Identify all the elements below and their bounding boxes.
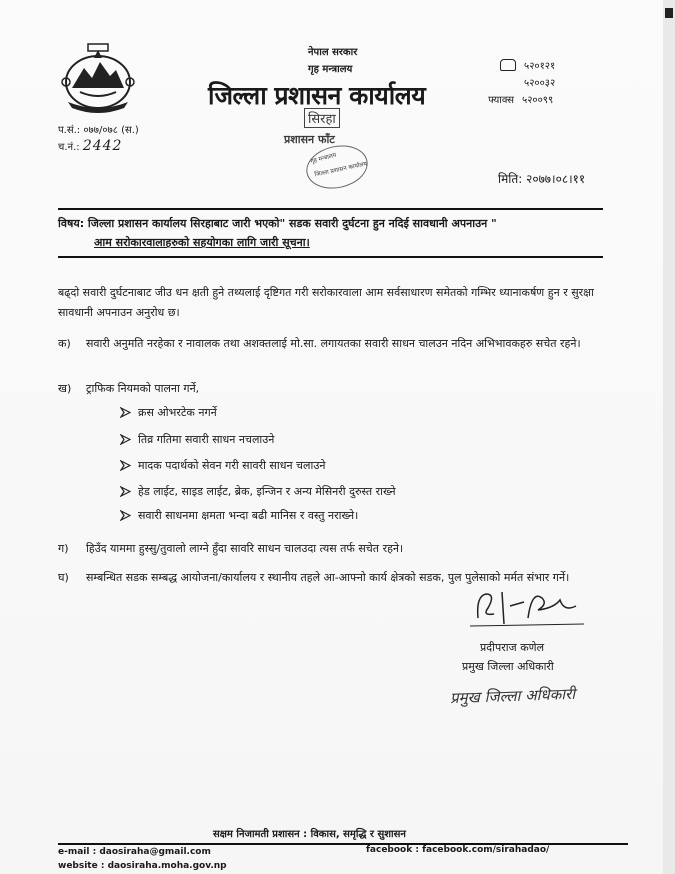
edge-mark [665,8,673,18]
office-stamp [270,108,370,188]
signatory-stamp: प्रमुख जिल्ला अधिकारी [449,684,576,708]
bullet-item [120,458,326,473]
list-item [58,333,628,355]
office-title: जिल्ला प्रशासन कार्यालय [208,81,426,110]
handwritten-signature [468,588,588,630]
dispatch-number [58,138,122,154]
item-text: सवारी अनुमति नरहेका र नावालक तथा अशक्तलाई मो.सा. लगायतका सवारी साधन चालउन नदिन अभिभावकहरु सचेत रहने। [86,337,581,350]
arrow-bullet-icon [120,486,131,497]
bullet-item [120,484,396,499]
footer-website: website : daosiraha.moha.gov.np [58,861,227,871]
bullet-text: हेड लाईट, साइड लाईट, ब्रेक, इन्जिन र अन्य मेसिनरी दुरुस्त राख्ने [138,485,396,498]
contact-numbers [482,56,555,107]
footer-email: e-mail : daosiraha@gmail.com [58,847,211,857]
item-text: सम्बन्धित सडक सम्बद्ध आयोजना/कार्यालय र स्थानीय तहले आ-आफ्नो कार्य क्षेत्रको सडक, पुल पुलेसाको मर्मत संभार गर्ने। [86,571,570,584]
intro-paragraph: बढ्दो सवारी दुर्घटनाबाट जीउ धन क्षती हुने तथ्यलाई दृष्टिगत गरी सरोकारवाला आम सर्वसाधारण समेतको गम्भिर ध्यानाकर्षण हुन र सुरक्षा सावधानी अपनाउन अनुरोध छ। [58,286,594,319]
bullet-text: सवारी साधनमा क्षमता भन्दा बढी मानिस र वस्तु नराख्ने। [138,509,359,522]
signatory-name: प्रदीपराज कणेल [480,641,545,654]
signatory-title: प्रमुख जिल्ला अधिकारी [462,660,554,673]
reference-number: प.सं.: ०७७/०७८ (स.) [58,125,139,136]
phone-row [482,73,555,90]
office-motto: सक्षम निजामती प्रशासन : विकास, समृद्धि र सुशासन [213,829,406,840]
stamp-section: प्रशासन फाँट [284,133,335,146]
list-item [58,538,628,560]
subject [58,208,603,258]
item-text: ट्राफिक नियमको पालना गर्ने, [86,382,200,395]
list-item [58,567,628,589]
bullet-text: क्रस ओभरटेक नगर्ने [138,406,217,419]
fax-number: ५२००९९ [522,94,554,106]
bullet-item [120,405,217,420]
phone-number: ५२००३२ [524,77,556,89]
phone-number: ५२०१२१ [524,60,556,72]
arrow-bullet-icon [120,434,131,445]
stamp-circle-text: जिल्ला प्रशासन कार्यालय [313,160,368,179]
phone-icon [500,59,516,71]
footer-facebook: facebook : facebook.com/sirahadao/ [366,845,550,855]
stamp-circle-text: गृह मन्त्रालय [309,151,338,166]
item-label: घ) [58,571,69,584]
item-text: हिउँद याममा हुस्सु/तुवालो लाग्ने हुँदा सावरि साधन चालउदा त्यस तर्फ सचेत रहने। [86,542,404,555]
dispatch-label: च.नं.: [58,142,80,153]
list-item [58,378,628,400]
ministry-name: गृह मन्त्रालय [308,64,353,75]
phone-row [482,56,555,73]
stamp-district: सिरहा [304,108,340,128]
fax-label: फ्याक्स [488,94,514,106]
subject-line: आम सरोकारवालाहरुको सहयोगका लागि जारी सूचना। [94,236,310,249]
fax-row [482,90,555,107]
bullet-item [120,432,274,447]
arrow-bullet-icon [120,460,131,471]
dispatch-value: 2442 [82,138,123,154]
bullet-text: मादक पदार्थको सेवन गरी सावरी साधन चलाउने [138,459,326,472]
arrow-bullet-icon [120,407,131,418]
page-edge [663,0,675,874]
arrow-bullet-icon [120,510,131,521]
subject-line: विषय: जिल्ला प्रशासन कार्यालय सिरहाबाट जारी भएको" सडक सवारी दुर्घटना हुन नदिई सावधानी अपनाउन " [58,217,497,230]
item-label: ग) [58,542,69,555]
item-label: ख) [58,382,72,395]
item-label: क) [58,337,71,350]
bullet-text: तिव्र गतिमा सवारी साधन नचलाउने [138,433,275,446]
letter-date: मिति: २०७७।०८।११ [498,172,586,186]
government-name: नेपाल सरकार [308,47,358,58]
nepal-emblem-icon [58,42,138,114]
bullet-item [120,508,358,523]
